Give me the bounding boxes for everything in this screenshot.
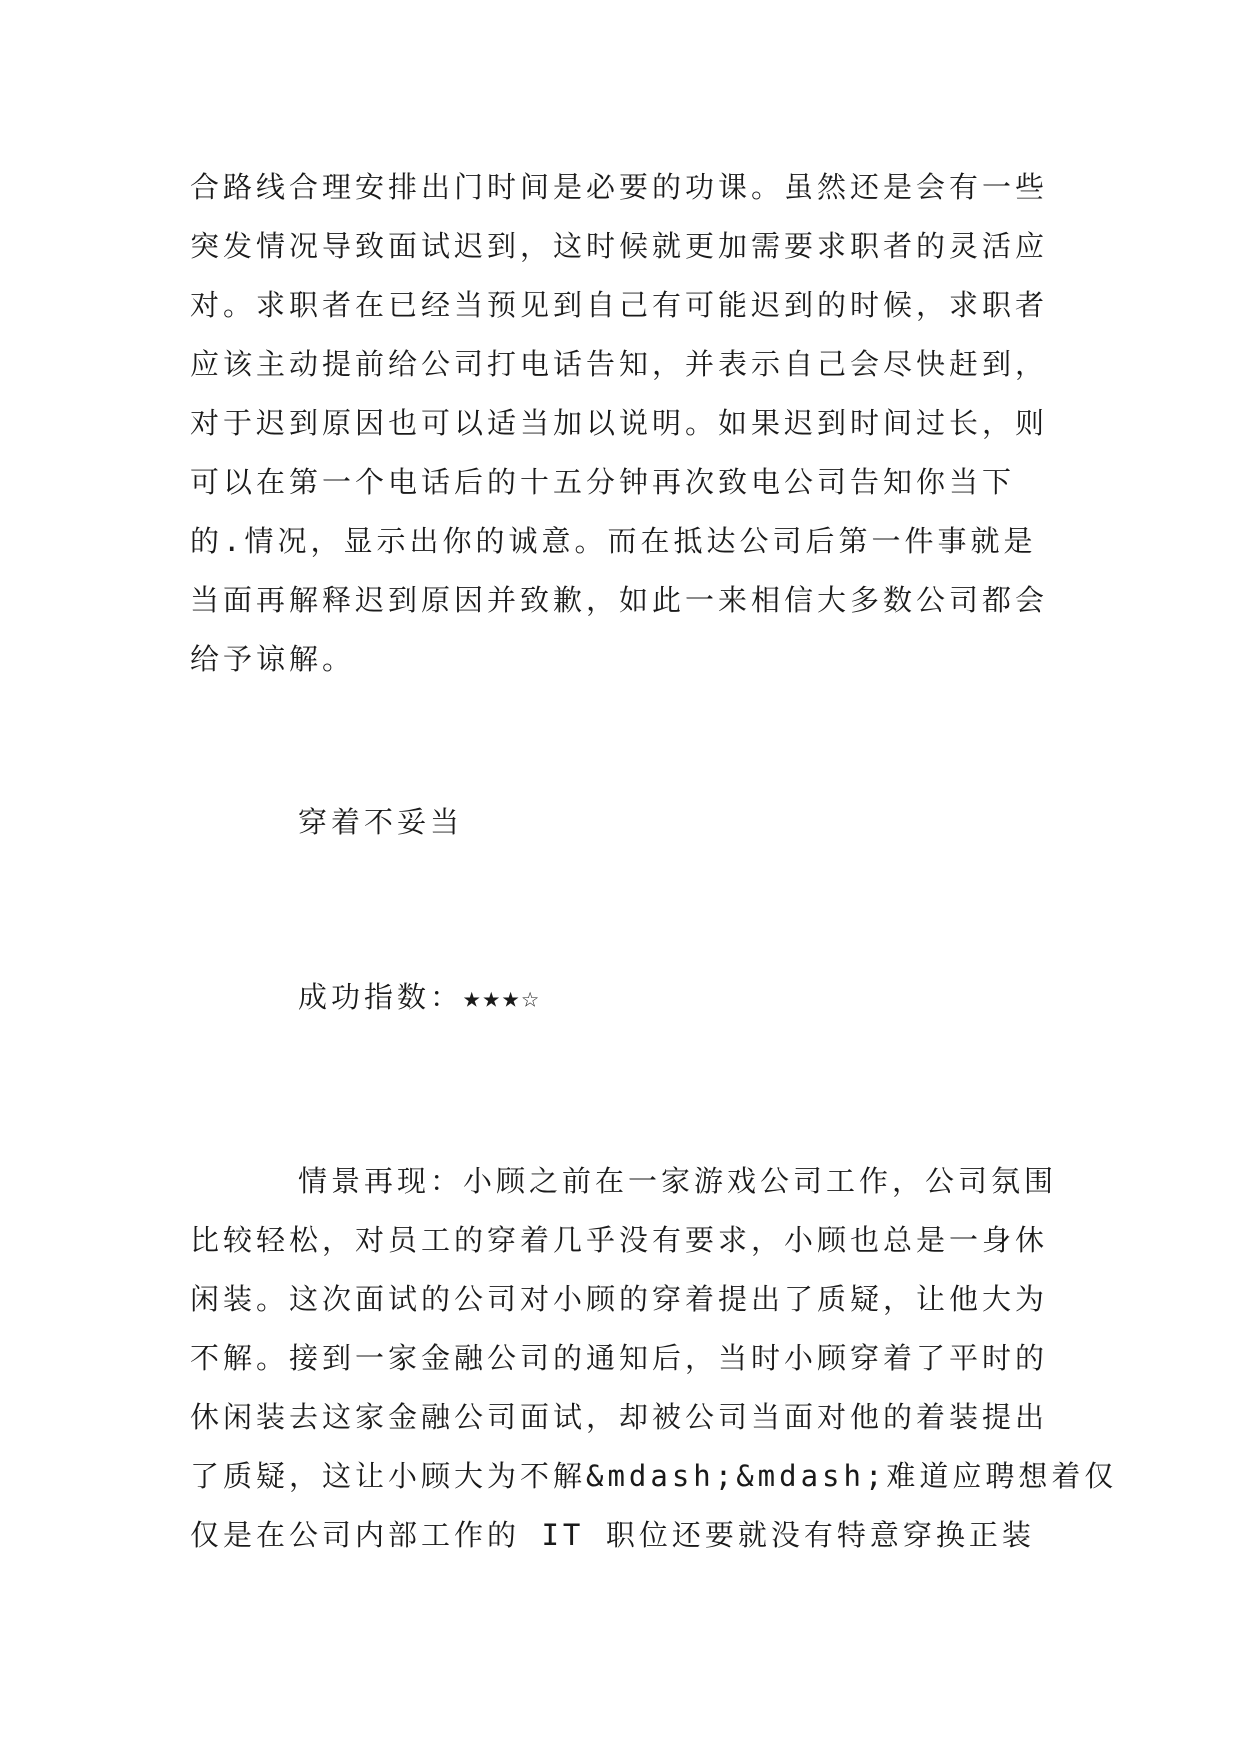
- paragraph-line: 的.情况，显示出你的诚意。而在抵达公司后第一件事就是: [190, 524, 1037, 558]
- paragraph-line: 仅是在公司内部工作的 IT 职位还要就没有特意穿换正装: [190, 1518, 1035, 1552]
- paragraph-line: 对于迟到原因也可以适当加以说明。如果迟到时间过长，则: [190, 406, 1049, 440]
- paragraph-line: 不解。接到一家金融公司的通知后，当时小顾穿着了平时的: [190, 1341, 1049, 1375]
- star-rating-icon: ★★★☆: [463, 980, 541, 1014]
- paragraph-line: 情景再现：小顾之前在一家游戏公司工作，公司氛围: [298, 1164, 1058, 1198]
- paragraph-line: 可以在第一个电话后的十五分钟再次致电公司告知你当下: [190, 465, 1016, 499]
- paragraph-line: 当面再解释迟到原因并致歉，如此一来相信大多数公司都会: [190, 583, 1049, 617]
- paragraph-line: 比较轻松，对员工的穿着几乎没有要求，小顾也总是一身休: [190, 1223, 1049, 1257]
- paragraph-line: 对。求职者在已经当预见到自己有可能迟到的时候，求职者: [190, 288, 1049, 322]
- success-index-label: 成功指数：: [298, 980, 464, 1014]
- section-heading: 穿着不妥当: [298, 805, 464, 839]
- paragraph-line: 应该主动提前给公司打电话告知，并表示自己会尽快赶到，: [190, 347, 1049, 381]
- paragraph-late-arrival: [190, 158, 1050, 689]
- paragraph-line: 给予谅解。: [190, 642, 356, 676]
- success-index: [298, 975, 541, 1016]
- paragraph-scenario: [190, 1152, 1118, 1565]
- paragraph-line: 合路线合理安排出门时间是必要的功课。虽然还是会有一些: [190, 170, 1049, 204]
- paragraph-line: 闲装。这次面试的公司对小顾的穿着提出了质疑，让他大为: [190, 1282, 1049, 1316]
- paragraph-line: 突发情况导致面试迟到，这时候就更加需要求职者的灵活应: [190, 229, 1049, 263]
- paragraph-line: 休闲装去这家金融公司面试，却被公司当面对他的着装提出: [190, 1400, 1049, 1434]
- paragraph-line: 了质疑，这让小顾大为不解&mdash;&mdash;难道应聘想着仅: [190, 1459, 1118, 1493]
